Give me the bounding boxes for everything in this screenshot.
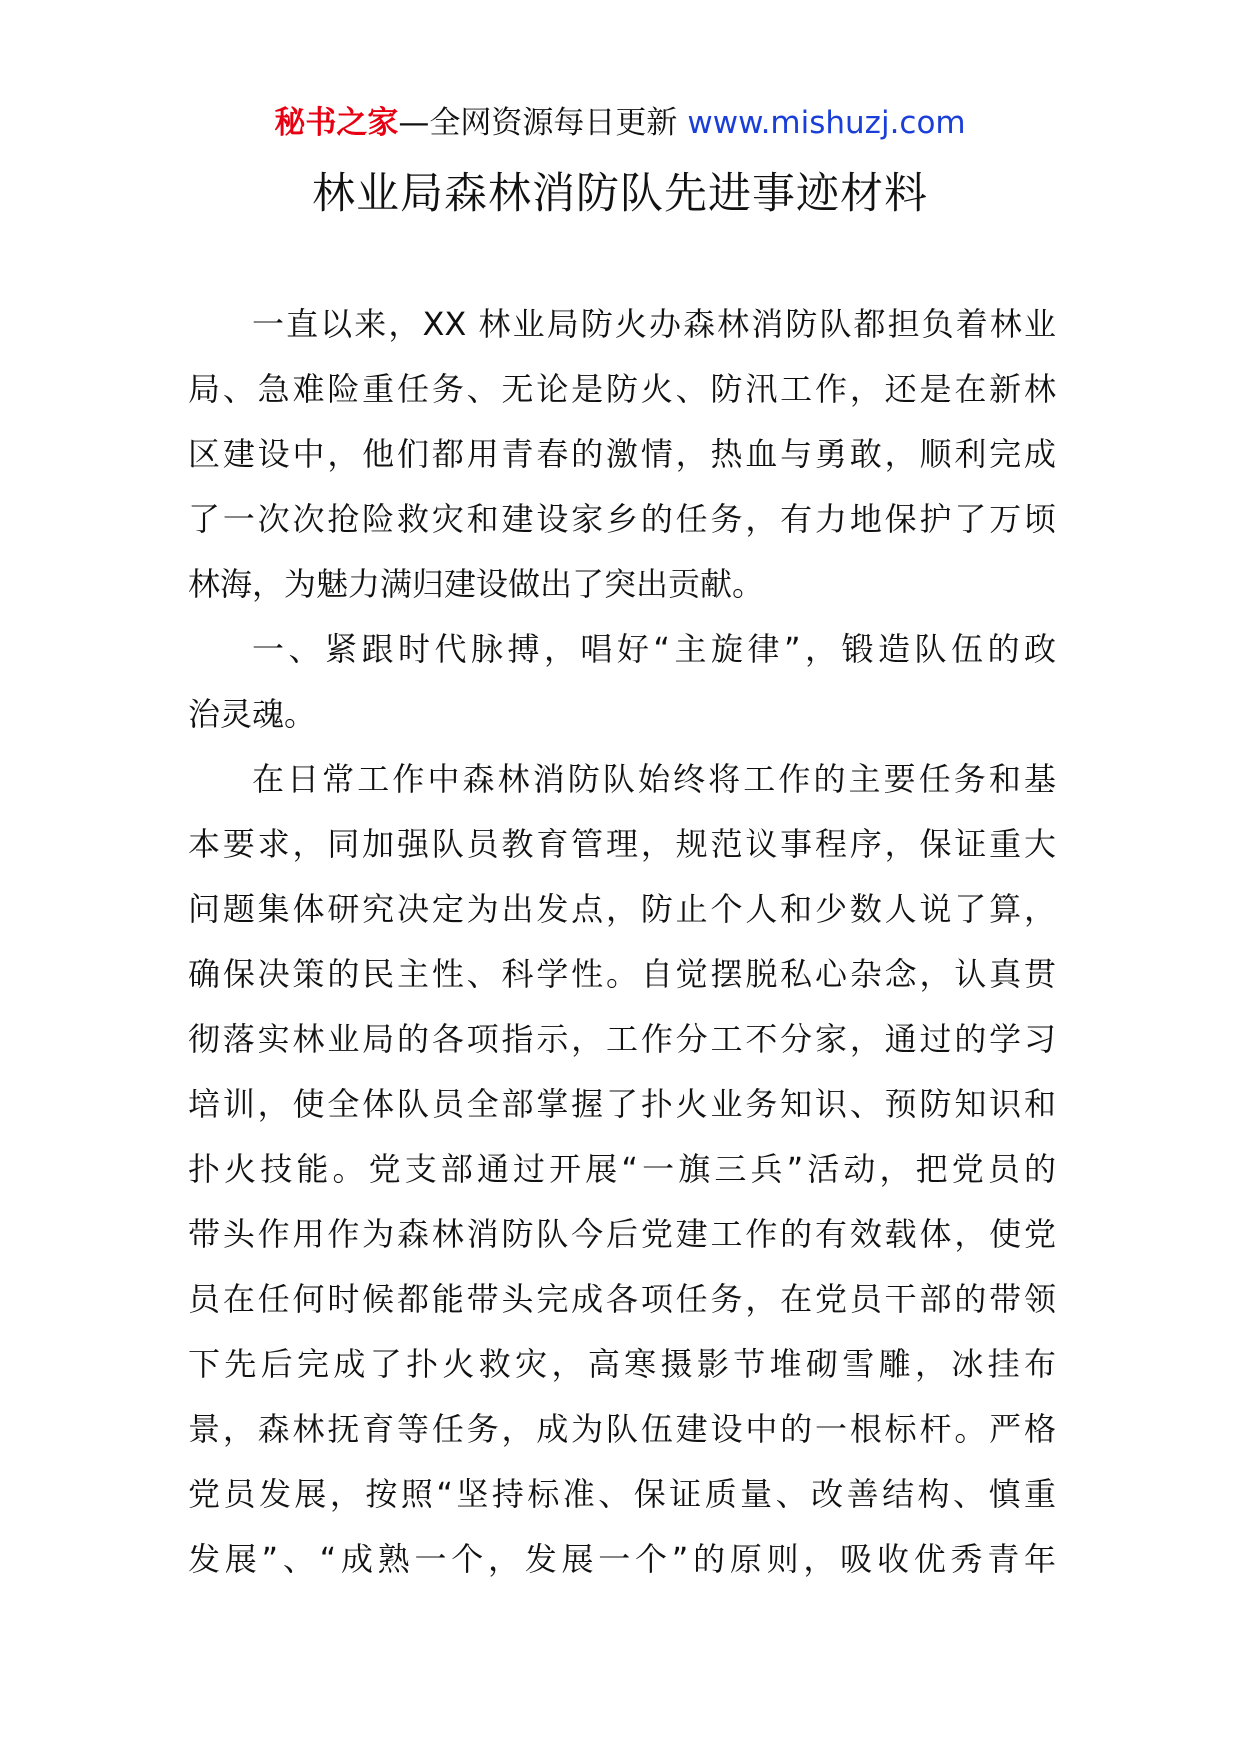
paragraph-2-line-13: 发展”、“成熟一个，发展一个”的原则，吸收优秀青年	[188, 1540, 1056, 1578]
paragraph-2-line-6: 培训，使全体队员全部掌握了扑火业务知识、预防知识和	[188, 1085, 1056, 1123]
document-title: 林业局森林消防队先进事迹材料	[312, 169, 928, 219]
section-heading-line-2: 治灵魂。	[188, 695, 317, 733]
paragraph-2-line-10: 下先后完成了扑火救灾，高寒摄影节堆砌雪雕，冰挂布	[188, 1345, 1056, 1383]
paragraph-1-line-4: 了一次次抢险救灾和建设家乡的任务，有力地保护了万顷	[188, 500, 1056, 538]
paragraph-2-line-12: 党员发展，按照“坚持标准、保证质量、改善结构、慎重	[188, 1475, 1056, 1513]
paragraph-2-line-1: 在日常工作中森林消防队始终将工作的主要任务和基	[252, 760, 1056, 798]
site-url: www.mishuzj.com	[687, 105, 966, 141]
site-slogan: —全网资源每日更新	[398, 105, 678, 141]
paragraph-1-line-1: 一直以来，XX 林业局防火办森林消防队都担负着林业	[252, 305, 1056, 343]
paragraph-1-line-2: 局、急难险重任务、无论是防火、防汛工作，还是在新林	[188, 370, 1056, 408]
document-body	[188, 292, 1056, 1592]
paragraph-2-line-2: 本要求，同加强队员教育管理，规范议事程序，保证重大	[188, 825, 1056, 863]
paragraph-2-line-3: 问题集体研究决定为出发点，防止个人和少数人说了算，	[188, 890, 1056, 928]
paragraph-2-line-11: 景，森林抚育等任务，成为队伍建设中的一根标杆。严格	[188, 1410, 1056, 1448]
section-heading-line-1: 一、紧跟时代脉搏，唱好“主旋律”，锻造队伍的政	[252, 630, 1056, 668]
paragraph-2-line-7: 扑火技能。党支部通过开展“一旗三兵”活动，把党员的	[188, 1150, 1056, 1188]
site-brand: 秘书之家	[274, 105, 399, 141]
paragraph-1-line-3: 区建设中，他们都用青春的激情，热血与勇敢，顺利完成	[188, 435, 1056, 473]
paragraph-2-line-4: 确保决策的民主性、科学性。自觉摆脱私心杂念，认真贯	[188, 955, 1056, 993]
paragraph-1-line-5: 林海，为魅力满归建设做出了突出贡献。	[188, 565, 765, 603]
paragraph-2-line-8: 带头作用作为森林消防队今后党建工作的有效载体，使党	[188, 1215, 1056, 1253]
paragraph-2-line-5: 彻落实林业局的各项指示，工作分工不分家，通过的学习	[188, 1020, 1056, 1058]
site-header	[0, 103, 1240, 143]
paragraph-2-line-9: 员在任何时候都能带头完成各项任务，在党员干部的带领	[188, 1280, 1056, 1318]
